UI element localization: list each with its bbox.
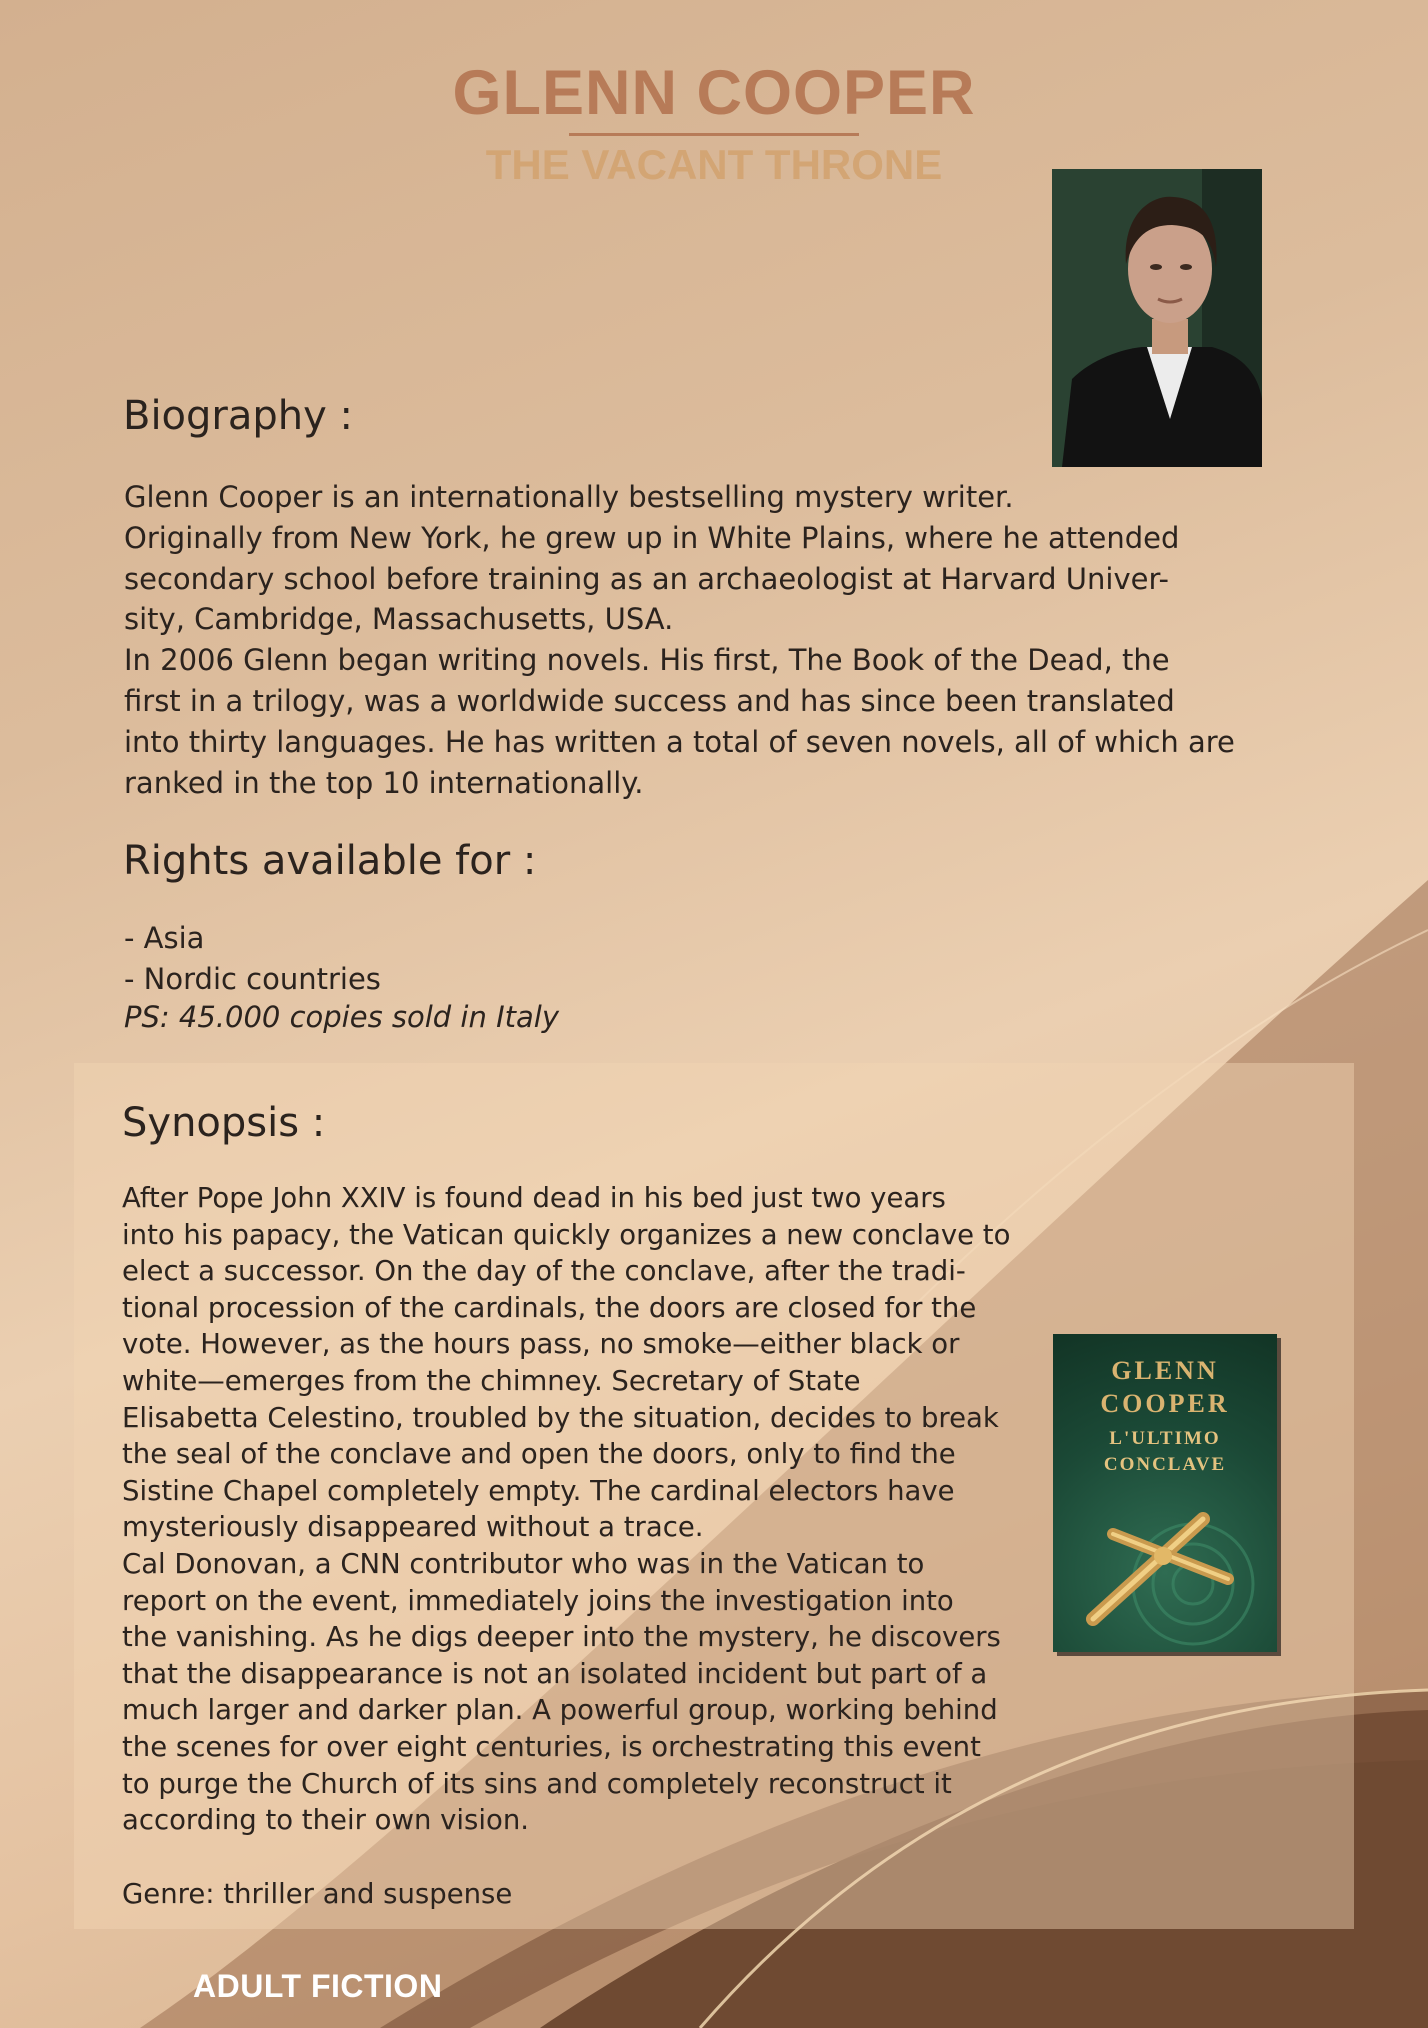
book-title: THE VACANT THRONE [485,141,943,188]
rights-item-asia: - Asia [124,921,205,955]
biography-text: Glenn Cooper is an internationally bestselling mystery writer. Originally from New York, he grew up in White Plains, where he attended secondary school before training as an archaeologist at Harvard Univer- sity, Cambridge, Massachusetts, USA. In 2006 Glenn began writing novels. His first, The Book of the Dead, the first in a trilogy, was a worldwide success and has since been translated into thirty languages. He has written a total of seven novels, all of which are ranked in the top 10 internationally. [124,480,1235,800]
author-photo [1052,169,1262,467]
rights-item-nordic: - Nordic countries [124,962,381,996]
cover-author-line2: COOPER [1100,1389,1230,1418]
cover-title-line1: L'ULTIMO [1109,1428,1221,1449]
book-cover [1053,1334,1277,1652]
cover-cross-illustration [1053,1474,1277,1652]
cover-title [1053,1426,1277,1478]
synopsis-heading: Synopsis : [122,1100,326,1146]
biography-heading: Biography : [123,393,353,439]
rights-heading: Rights available for : [123,838,537,884]
sales-note: PS: 45.000 copies sold in Italy [124,1000,559,1034]
header-divider [569,133,859,136]
cover-title-line2: CONCLAVE [1103,1454,1227,1475]
cover-author-line1: GLENN [1111,1356,1219,1385]
synopsis-text: After Pope John XXIV is found dead in his bed just two years into his papacy, the Vatican quickly organizes a new conclave to elect a successor. On the day of the conclave, after the tradi- tional procession of the cardinals, the doors are closed for the vote. However, as the hours pass, no smoke—either black or white—emerges from the chimney. Secretary of State Elisabetta Celestino, troubled by the situation, decides to break the seal of the conclave and open the doors, only to find the Sistine Chapel completely empty. The cardinal electors have mysteriously disappeared without a trace. Cal Donovan, a CNN contributor who was in the Vatican to report on the event, immediately joins the investigation into the vanishing. As he digs deeper into the mystery, he discovers that the disappearance is not an isolated incident but part of a much larger and darker plan. A powerful group, working behind the scenes for over eight centuries, is orchestrating this event to purge the Church of its sins and completely reconstruct it according to their own vision. [122,1182,1011,1837]
rights-list [124,918,381,1000]
author-name: GLENN COOPER [452,58,976,128]
genre-label: Genre: thriller and suspense [122,1878,513,1910]
category-label: ADULT FICTION [193,1968,443,2004]
cover-author [1053,1354,1277,1420]
